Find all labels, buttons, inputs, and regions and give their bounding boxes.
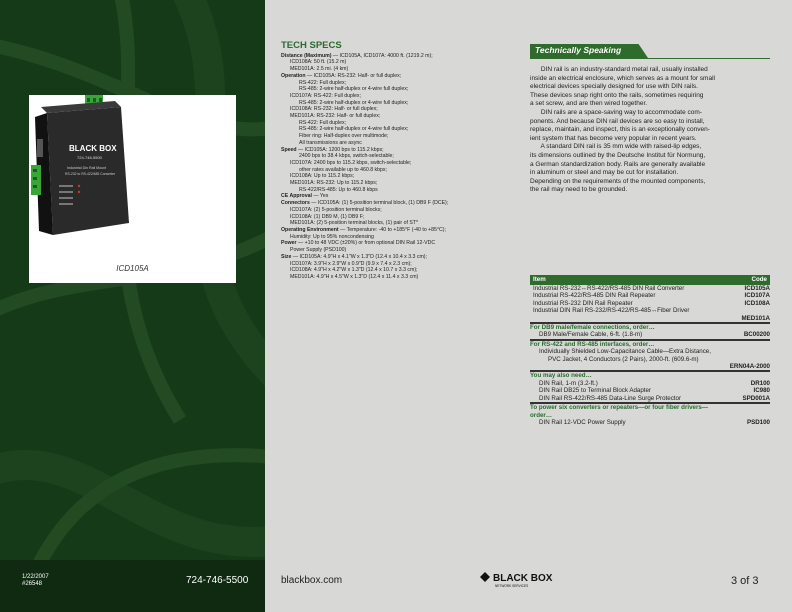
spec-line	[281, 53, 517, 60]
paragraph-line: Depending on the requirements of the mounted components,	[530, 177, 706, 185]
order-item-cont: PVC Jacket, 4 Conductors (2 Pairs), 2000-ft. (609.6-m)	[548, 355, 699, 363]
section-db9-title: For DB9 male/female connections, order…	[530, 323, 770, 331]
order-code: PSD100	[746, 418, 770, 426]
device-phone-label: 724-746-5500	[77, 155, 102, 160]
logo-text: BLACK BOX	[493, 573, 553, 584]
spec-text: ICD107A: (2) 5-position terminal blocks;	[290, 206, 382, 213]
product-photo-card	[29, 95, 236, 283]
spec-line	[281, 73, 517, 80]
table-row	[530, 380, 770, 387]
paragraph-line: ient system that has become very popular in recent years.	[530, 134, 697, 142]
spec-text: — Temperature: -40 to +185°F (-40 to +85°C);	[338, 226, 446, 233]
spec-line	[281, 160, 517, 167]
spec-text: Fiber ring: Half-duplex over multimode;	[299, 133, 389, 140]
blackbox-logo	[478, 570, 558, 590]
spec-text: ICD108A: 50 ft. (15.2 m)	[290, 59, 347, 66]
spec-label: Distance (Maximum)	[281, 52, 332, 59]
order-table-header	[530, 275, 770, 285]
order-item: Individually Shielded Low-Capacitance Cable—Extra Distance,	[539, 348, 711, 356]
order-code: ICD108A	[744, 299, 770, 307]
footer-phone: 724-746-5500	[186, 575, 249, 586]
spec-line	[281, 254, 517, 261]
order-code: ICD107A	[744, 292, 770, 300]
spec-line	[281, 133, 517, 140]
spec-line	[281, 167, 517, 174]
spec-text: MED101A: (2) 5-position terminal blocks, (1) pair of ST*	[290, 220, 419, 227]
table-row	[530, 419, 770, 426]
footer-date: 1/22/2007	[22, 574, 49, 580]
order-table	[530, 275, 770, 426]
technically-speaking-title: Technically Speaking	[535, 45, 622, 55]
spec-text: RS-422/RS-485: Up to 460.8 kbps	[299, 186, 378, 193]
spec-line	[281, 100, 517, 107]
order-item: Industrial RS-422/RS-485 DIN Rail Repeater	[533, 292, 656, 300]
table-row	[530, 395, 770, 403]
spec-label: CE Approval	[281, 193, 312, 200]
spec-line	[281, 247, 517, 254]
technically-speaking-rule	[530, 58, 770, 59]
table-row	[530, 331, 770, 339]
spec-text: Power Supply (PSD100)	[290, 247, 347, 254]
device-model-label: Industrial Din Rail Mount	[67, 166, 107, 170]
spec-line	[281, 207, 517, 214]
order-item: DIN Rail DB25 to Terminal Block Adapter	[539, 387, 651, 395]
paragraph-line: the rail may need to be grounded.	[530, 186, 628, 194]
spec-line	[281, 59, 517, 66]
table-row	[533, 307, 770, 314]
order-item: DB9 Male/Female Cable, 6-ft. (1.8-m)	[539, 331, 643, 339]
order-item: Industrial DIN Rail RS-232/RS-422/RS-485↔Fiber Driver	[533, 307, 690, 315]
spec-line	[281, 200, 517, 207]
paragraph-line: a set screw, and are then wired together.	[530, 100, 648, 108]
section-power-title-line1: To power six converters or repeaters—or four fiber drivers—	[530, 404, 709, 412]
spec-line	[281, 234, 517, 241]
spec-line	[281, 187, 517, 194]
order-code: DR100	[750, 379, 770, 387]
order-code: ERN04A-2000	[530, 363, 770, 371]
spec-text: RS-422: Full duplex;	[299, 79, 346, 86]
spec-line	[281, 193, 517, 200]
tech-specs-section	[281, 40, 517, 281]
paragraph-line: electrical devices specially designed for use with DIN rails.	[530, 83, 698, 91]
section-rs422-title: For RS-422 and RS-485 interfaces, order…	[530, 340, 770, 348]
spec-line	[281, 214, 517, 221]
spec-line	[281, 140, 517, 147]
spec-text: All transmissions are async	[299, 139, 362, 146]
spec-label: Operation	[281, 72, 306, 79]
paragraph-line: in aluminum or steel and may be cut for installation.	[530, 169, 679, 177]
spec-line	[281, 106, 517, 113]
paragraph-line: inside an electrical enclosure, which serves as a mount for small	[530, 74, 715, 82]
spec-label: Size	[281, 253, 292, 260]
spec-text: — ICD105A: (1) 5-position terminal block, (1) DB9 F (DCE);	[309, 200, 449, 207]
spec-text: RS-422: Full duplex;	[299, 119, 346, 126]
spec-line	[281, 86, 517, 93]
table-row	[530, 387, 770, 394]
spec-text: — ICD105A: 1200 bps to 115.2 kbps;	[296, 146, 384, 153]
spec-line	[281, 180, 517, 187]
logo-subtext: NETWORK SERVICES	[495, 584, 529, 588]
photo-caption: ICD105A	[116, 264, 149, 273]
paragraph-line: its dimensions outlined by the Deutsche Institut für Normung,	[530, 151, 706, 159]
spec-text: — ICD105A, ICD107A: 4000 ft. (1219.2 m);	[331, 52, 433, 59]
also-need-rows	[530, 380, 770, 403]
spec-line	[281, 240, 517, 247]
tech-specs-lines	[281, 53, 517, 281]
footer-website: blackbox.com	[281, 575, 343, 586]
footer-date-block	[22, 574, 49, 588]
spec-text: ICD107A: 3.9"H x 2.9"W x 0.9"D (9.9 x 7.4 x 2.3 cm);	[290, 260, 412, 267]
device-brand-label: BLACK BOX	[69, 144, 117, 153]
spec-text: MED101A: RS-232: Up to 115.2 kbps;	[290, 180, 378, 187]
device-model-label-2: RS-232 to RS-422/485 Converter	[65, 172, 116, 176]
spec-text: 2400 bps to 38.4 kbps, switch-selectable;	[299, 153, 394, 160]
tech-specs-title: TECH SPECS	[281, 40, 342, 51]
spec-text: — Yes	[311, 193, 329, 200]
spec-line	[281, 126, 517, 133]
table-row	[533, 300, 770, 307]
spec-line	[281, 120, 517, 127]
spec-text: RS-485: 2-wire half-duplex or 4-wire full duplex;	[299, 126, 409, 133]
section-power-title	[530, 403, 770, 419]
spec-line	[281, 66, 517, 73]
section-also-need-title: You may also need…	[530, 371, 770, 379]
order-item: DIN Rail RS-422/RS-485 Data-Line Surge Protector	[539, 394, 682, 402]
spec-text: RS-485: 2-wire half-duplex or 4-wire full duplex;	[299, 86, 409, 93]
paragraph-line: A standard DIN rail is 35 mm wide with raised-lip edges,	[530, 143, 702, 151]
spec-line	[281, 220, 517, 227]
spec-line	[281, 113, 517, 120]
order-code: ICD105A	[744, 285, 770, 292]
spec-text: ICD108A: RS-232: Half- or full duplex;	[290, 106, 378, 113]
page-number: 3 of 3	[731, 575, 759, 587]
spec-label: Power	[281, 240, 297, 247]
spec-text: — ICD105A: 4.9"H x 4.1"W x 1.3"D (12.4 x 10.4 x 3.3 cm);	[291, 253, 427, 260]
spec-text: ICD108A: (1) DB9 M, (1) DB9 F;	[290, 213, 365, 220]
spec-text: MED101A: RS-232: Half- or full duplex;	[290, 113, 381, 120]
order-code: SPD001A	[742, 394, 770, 402]
spec-text: other rates available up to 460.8 kbps;	[299, 166, 387, 173]
section-power-title-line2: order…	[530, 411, 553, 419]
spec-line	[281, 274, 517, 281]
order-code: IC980	[753, 387, 770, 395]
spec-text: ICD108A: Up to 115.2 kbps;	[290, 173, 355, 180]
col-item-header: Item	[533, 276, 546, 283]
spec-label: Operating Environment	[281, 226, 339, 233]
order-item: DIN Rail, 1-m (3.2-ft.)	[539, 379, 598, 387]
spec-line	[281, 147, 517, 154]
spec-line	[281, 80, 517, 87]
col-code-header: Code	[751, 276, 767, 283]
footer-logo	[478, 570, 558, 595]
order-item: Industrial RS-232 DIN Rail Repeater	[533, 299, 633, 307]
spec-text: — ICD105A: RS-232: Half- or full duplex;	[305, 72, 402, 79]
paragraph-line: replace, maintain, and inspect, this is an exceptionally conven-	[530, 126, 710, 134]
spec-line	[281, 153, 517, 160]
spec-line	[281, 173, 517, 180]
left-green-panel	[0, 0, 265, 612]
order-item: DIN Rail 12-VDC Power Supply	[539, 418, 626, 426]
converter-device-image	[29, 95, 139, 245]
spec-text: MED101A: 4.9"H x 4.5"W x 1.3"D (12.4 x 11.4 x 3.3 cm)	[290, 273, 419, 280]
table-row	[533, 292, 770, 299]
spec-text: ICD107A: 2400 bps to 115.2 kbps, switch-selectable;	[290, 159, 412, 166]
paragraph-line: ponents. And because DIN rail devices are so easy to install,	[530, 117, 705, 125]
paragraph-line: DIN rail is an industry-standard metal rail, usually installed	[530, 66, 708, 73]
spec-line	[281, 93, 517, 100]
spec-line	[281, 261, 517, 268]
technically-speaking-body	[530, 66, 770, 195]
spec-text: ICD108A: 4.9"H x 4.2"W x 1.3"D (12.4 x 10.7 x 3.3 cm);	[290, 267, 418, 274]
spec-text: RS-485: 2-wire half-duplex or 4-wire full duplex;	[299, 99, 409, 106]
spec-text: MED101A: 2.5 mi. (4 km)	[290, 66, 349, 73]
footer-doc-number: #26548	[22, 581, 43, 587]
spec-line	[281, 267, 517, 274]
spec-text: Humidity: Up to 95% noncondensing	[290, 233, 374, 240]
order-main-rows	[530, 285, 770, 315]
order-item: Industrial RS-232↔RS-422/RS-485 DIN Rail Converter	[533, 285, 685, 292]
paragraph-line: DIN rails are a space-saving way to accommodate com-	[530, 108, 702, 116]
spec-label: Speed	[281, 146, 297, 153]
spec-text: — +10 to 48 VDC (±20%) or from optional DIN Rail 12-VDC	[296, 240, 436, 247]
table-row	[533, 285, 770, 292]
order-code: BC00200	[743, 331, 770, 339]
spec-line	[281, 227, 517, 234]
paragraph-line: a German standardization body. Rails are generally available	[530, 160, 706, 168]
order-row-code: MED101A	[530, 315, 770, 323]
paragraph-line: These devices snap right onto the rails, sometimes requiring	[530, 91, 704, 99]
spec-label: Connectors	[281, 200, 310, 207]
decorative-swirl-graphic	[0, 0, 265, 612]
spec-text: ICD107A: RS-422: Full duplex;	[290, 92, 361, 99]
